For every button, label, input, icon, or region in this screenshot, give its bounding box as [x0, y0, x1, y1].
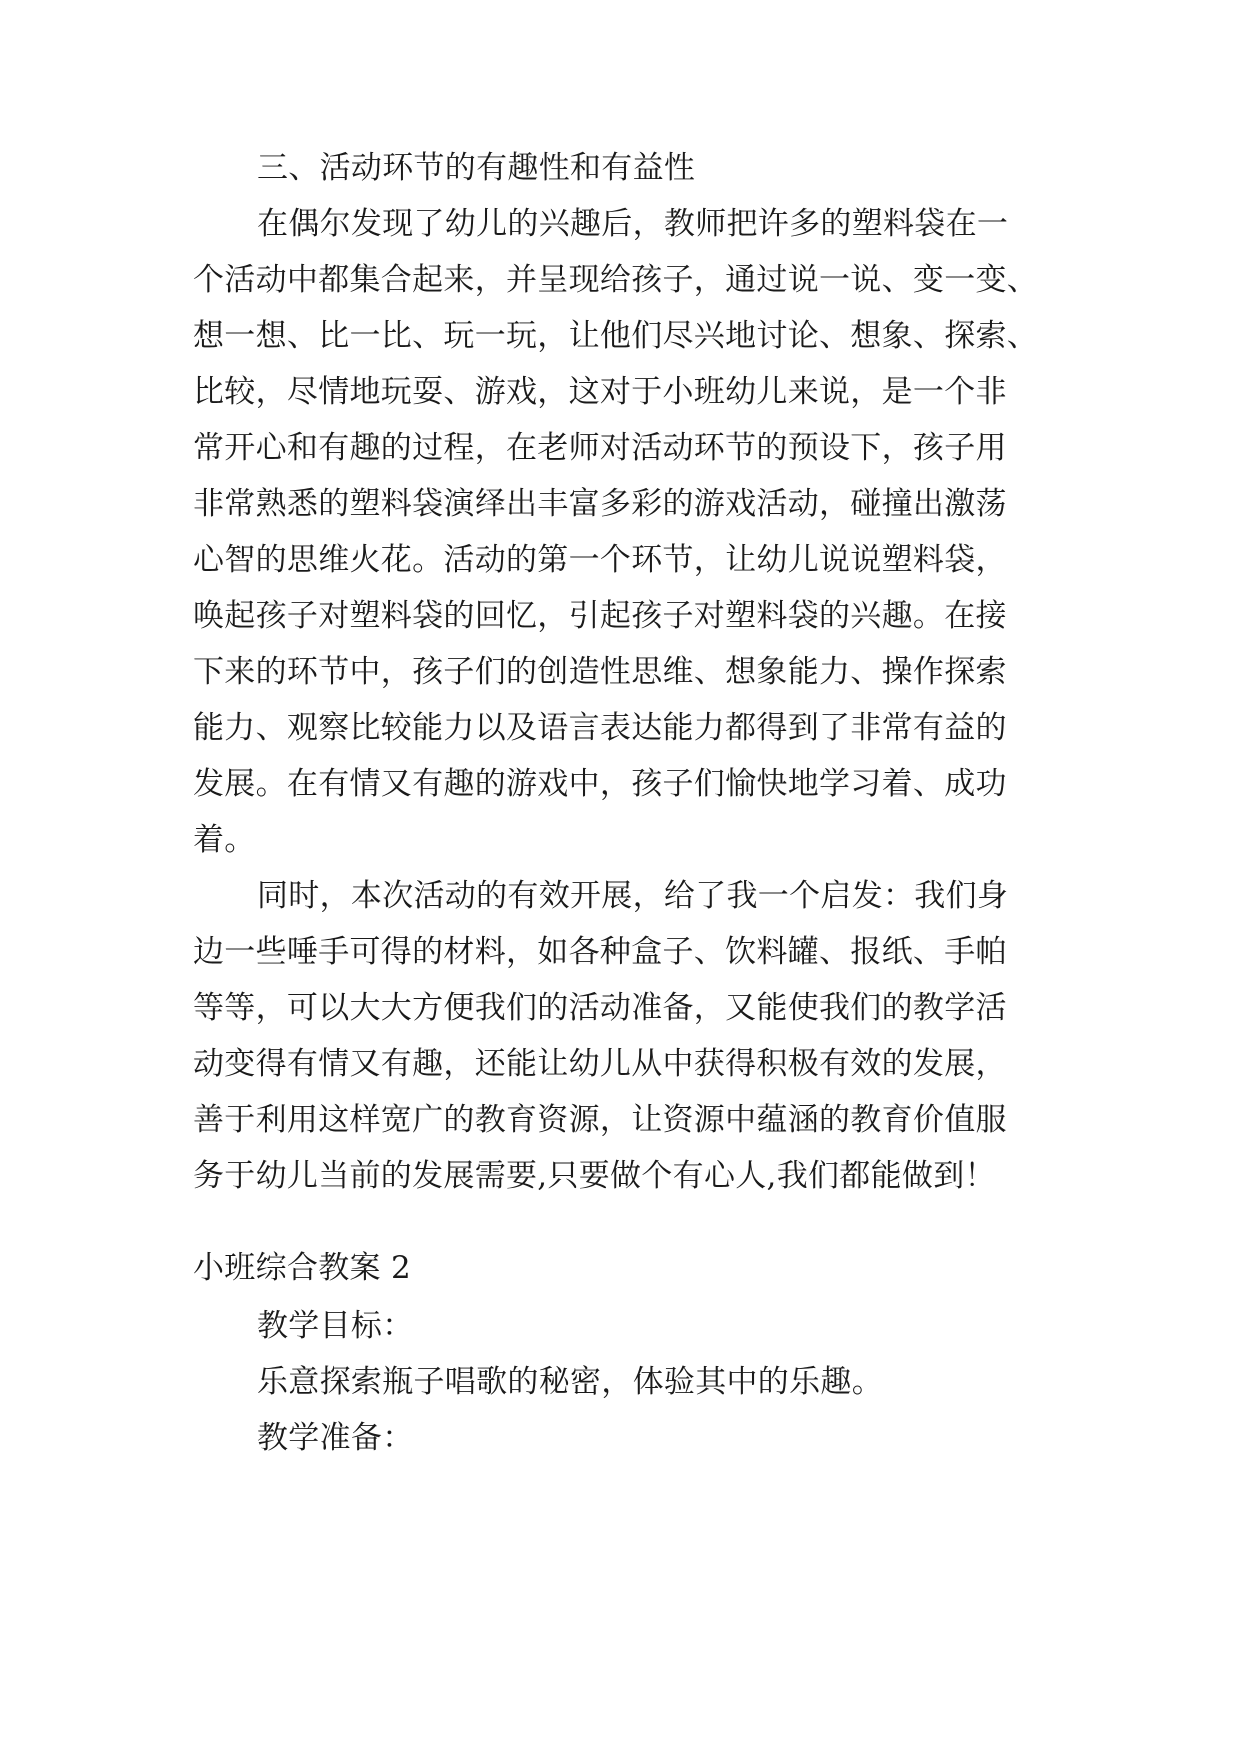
- objective-text: 乐意探索瓶子唱歌的秘密，体验其中的乐趣。: [257, 1364, 883, 1400]
- paragraph-line: 善于利用这样宽广的教育资源，让资源中蕴涵的教育价值服: [193, 1102, 1007, 1138]
- paragraph-line: 个活动中都集合起来，并呈现给孩子，通过说一说、变一变、: [193, 262, 1039, 298]
- paragraph-line: 想一想、比一比、玩一玩，让他们尽兴地讨论、想象、探索、: [193, 318, 1039, 354]
- paragraph-line: 等等，可以大大方便我们的活动准备，又能使我们的教学活: [193, 990, 1007, 1026]
- paragraph-line: 在偶尔发现了幼儿的兴趣后，教师把许多的塑料袋在一: [257, 206, 1009, 242]
- paragraph-line: 比较，尽情地玩耍、游戏，这对于小班幼儿来说，是一个非: [193, 374, 1007, 410]
- objective-label: 教学目标：: [257, 1308, 414, 1344]
- paragraph-line: 非常熟悉的塑料袋演绎出丰富多彩的游戏活动，碰撞出激荡: [193, 486, 1007, 522]
- paragraph-line: 能力、观察比较能力以及语言表达能力都得到了非常有益的: [193, 710, 1007, 746]
- paragraph-line: 心智的思维火花。活动的第一个环节，让幼儿说说塑料袋，: [193, 542, 1007, 578]
- paragraph-line: 发展。在有情又有趣的游戏中，孩子们愉快地学习着、成功: [193, 766, 1007, 802]
- preparation-label: 教学准备：: [257, 1420, 414, 1456]
- section-heading: 三、活动环节的有趣性和有益性: [257, 150, 696, 186]
- paragraph-line: 边一些唾手可得的材料，如各种盒子、饮料罐、报纸、手帕: [193, 934, 1007, 970]
- paragraph-line: 动变得有情又有趣，还能让幼儿从中获得积极有效的发展，: [193, 1046, 1007, 1082]
- paragraph-line: 常开心和有趣的过程，在老师对活动环节的预设下，孩子用: [193, 430, 1007, 466]
- paragraph-line: 着。: [193, 822, 256, 858]
- paragraph-line: 下来的环节中，孩子们的创造性思维、想象能力、操作探索: [193, 654, 1007, 690]
- lesson-title: 小班综合教案 2: [193, 1250, 411, 1286]
- paragraph-line: 同时，本次活动的有效开展，给了我一个启发：我们身: [257, 878, 1009, 914]
- paragraph-line: 唤起孩子对塑料袋的回忆，引起孩子对塑料袋的兴趣。在接: [193, 598, 1007, 634]
- paragraph-line: 务于幼儿当前的发展需要,只要做个有心人,我们都能做到！: [193, 1158, 996, 1194]
